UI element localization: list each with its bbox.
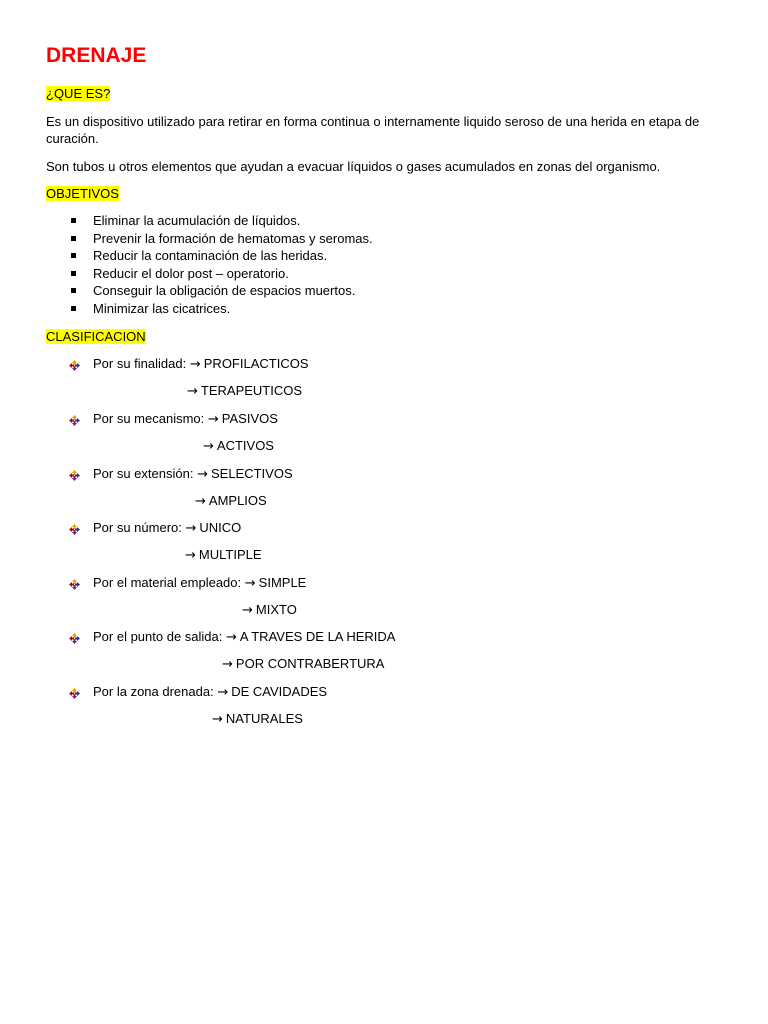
clasificacion-label-text: Por su finalidad: (93, 356, 187, 371)
clasificacion-subitem (242, 602, 297, 619)
section-que-es (46, 86, 110, 102)
document-title: DRENAJE (46, 44, 147, 67)
arrow-right-icon: → (195, 494, 206, 509)
clasificacion-option-a: A TRAVES DE LA HERIDA (239, 629, 396, 644)
clasificacion-label-text: Por su extensión: (93, 466, 194, 481)
arrow-right-icon: → (212, 712, 223, 727)
clasificacion-subitem (195, 493, 267, 510)
clasificacion-option-b: NATURALES (225, 711, 303, 726)
clasificacion-label (93, 466, 293, 483)
arrow-right-icon: → (189, 357, 201, 372)
clasificacion-option-a: SELECTIVOS (210, 466, 293, 481)
list-item (46, 247, 373, 265)
section-clasificacion (46, 329, 146, 345)
list-item-text: Prevenir la formación de hematomas y seromas. (93, 230, 373, 246)
clasificacion-option-a: PASIVOS (221, 411, 278, 426)
square-bullet-icon (71, 271, 76, 276)
section-que-es-label: ¿QUE ES? (46, 86, 111, 101)
four-color-arrow-bullet-icon (69, 578, 80, 589)
square-bullet-icon (71, 288, 76, 293)
clasificacion-option-b: ACTIVOS (216, 438, 274, 453)
clasificacion-subitem (185, 547, 262, 564)
section-clasificacion-label: CLASIFICACION (46, 329, 146, 344)
objetivos-list (46, 212, 373, 318)
clasificacion-label (93, 520, 241, 537)
square-bullet-icon (71, 236, 76, 241)
list-item (46, 265, 373, 283)
four-color-arrow-bullet-icon (69, 414, 80, 425)
clasificacion-option-a: PROFILACTICOS (203, 356, 309, 371)
clasificacion-label (93, 411, 278, 428)
arrow-right-icon: → (185, 548, 196, 563)
list-item (46, 300, 373, 318)
clasificacion-label-text: Por la zona drenada: (93, 684, 214, 699)
four-color-arrow-bullet-icon (69, 359, 80, 370)
clasificacion-label-text: Por el material empleado: (93, 575, 242, 590)
clasificacion-option-b: MULTIPLE (198, 547, 262, 562)
clasificacion-option-a: SIMPLE (258, 575, 307, 590)
clasificacion-option-b: AMPLIOS (208, 493, 267, 508)
arrow-right-icon: → (207, 412, 219, 427)
list-item (46, 282, 373, 300)
clasificacion-subitem (212, 711, 303, 728)
square-bullet-icon (71, 253, 76, 258)
paragraph-definition: Es un dispositivo utilizado para retirar en forma continua o internamente liquido seroso de una herida en etapa de curación. (46, 114, 700, 146)
four-color-arrow-bullet-icon (69, 632, 80, 643)
clasificacion-label-text: Por su número: (93, 520, 182, 535)
four-color-arrow-bullet-icon (69, 523, 80, 534)
clasificacion-option-b: TERAPEUTICOS (200, 383, 303, 398)
arrow-right-icon: → (203, 439, 214, 454)
clasificacion-label-text: Por su mecanismo: (93, 411, 205, 426)
paragraph-description: Son tubos u otros elementos que ayudan a evacuar líquidos o gases acumulados en zonas del organismo. (46, 159, 661, 174)
arrow-right-icon: → (244, 576, 256, 591)
list-item-text: Conseguir la obligación de espacios muertos. (93, 283, 356, 299)
square-bullet-icon (71, 306, 76, 311)
arrow-right-icon: → (185, 521, 197, 536)
square-bullet-icon (71, 218, 76, 223)
clasificacion-option-b: MIXTO (255, 602, 297, 617)
clasificacion-label-text: Por el punto de salida: (93, 629, 223, 644)
list-item (46, 212, 373, 230)
arrow-right-icon: → (222, 657, 233, 672)
arrow-right-icon: → (226, 630, 237, 645)
four-color-arrow-bullet-icon (69, 687, 80, 698)
list-item-text: Eliminar la acumulación de líquidos. (93, 213, 301, 228)
clasificacion-option-b: POR CONTRABERTURA (235, 656, 385, 671)
arrow-right-icon: → (187, 384, 198, 399)
section-objetivos (46, 186, 119, 202)
clasificacion-option-a: UNICO (199, 520, 242, 535)
arrow-right-icon: → (217, 685, 229, 700)
list-item-text: Reducir la contaminación de las heridas. (93, 248, 328, 264)
four-color-arrow-bullet-icon (69, 469, 80, 480)
clasificacion-subitem (203, 438, 274, 455)
clasificacion-subitem (222, 656, 384, 673)
clasificacion-label (93, 684, 327, 701)
arrow-right-icon: → (242, 603, 253, 618)
list-item-text: Minimizar las cicatrices. (93, 300, 231, 316)
clasificacion-label (93, 575, 306, 592)
list-item-text: Reducir el dolor post – operatorio. (93, 265, 289, 281)
section-objetivos-label: OBJETIVOS (46, 186, 119, 201)
arrow-right-icon: → (197, 467, 208, 482)
list-item (46, 230, 373, 248)
clasificacion-label (93, 629, 395, 646)
clasificacion-option-a: DE CAVIDADES (231, 684, 328, 699)
clasificacion-subitem (187, 383, 302, 400)
clasificacion-label (93, 356, 309, 373)
